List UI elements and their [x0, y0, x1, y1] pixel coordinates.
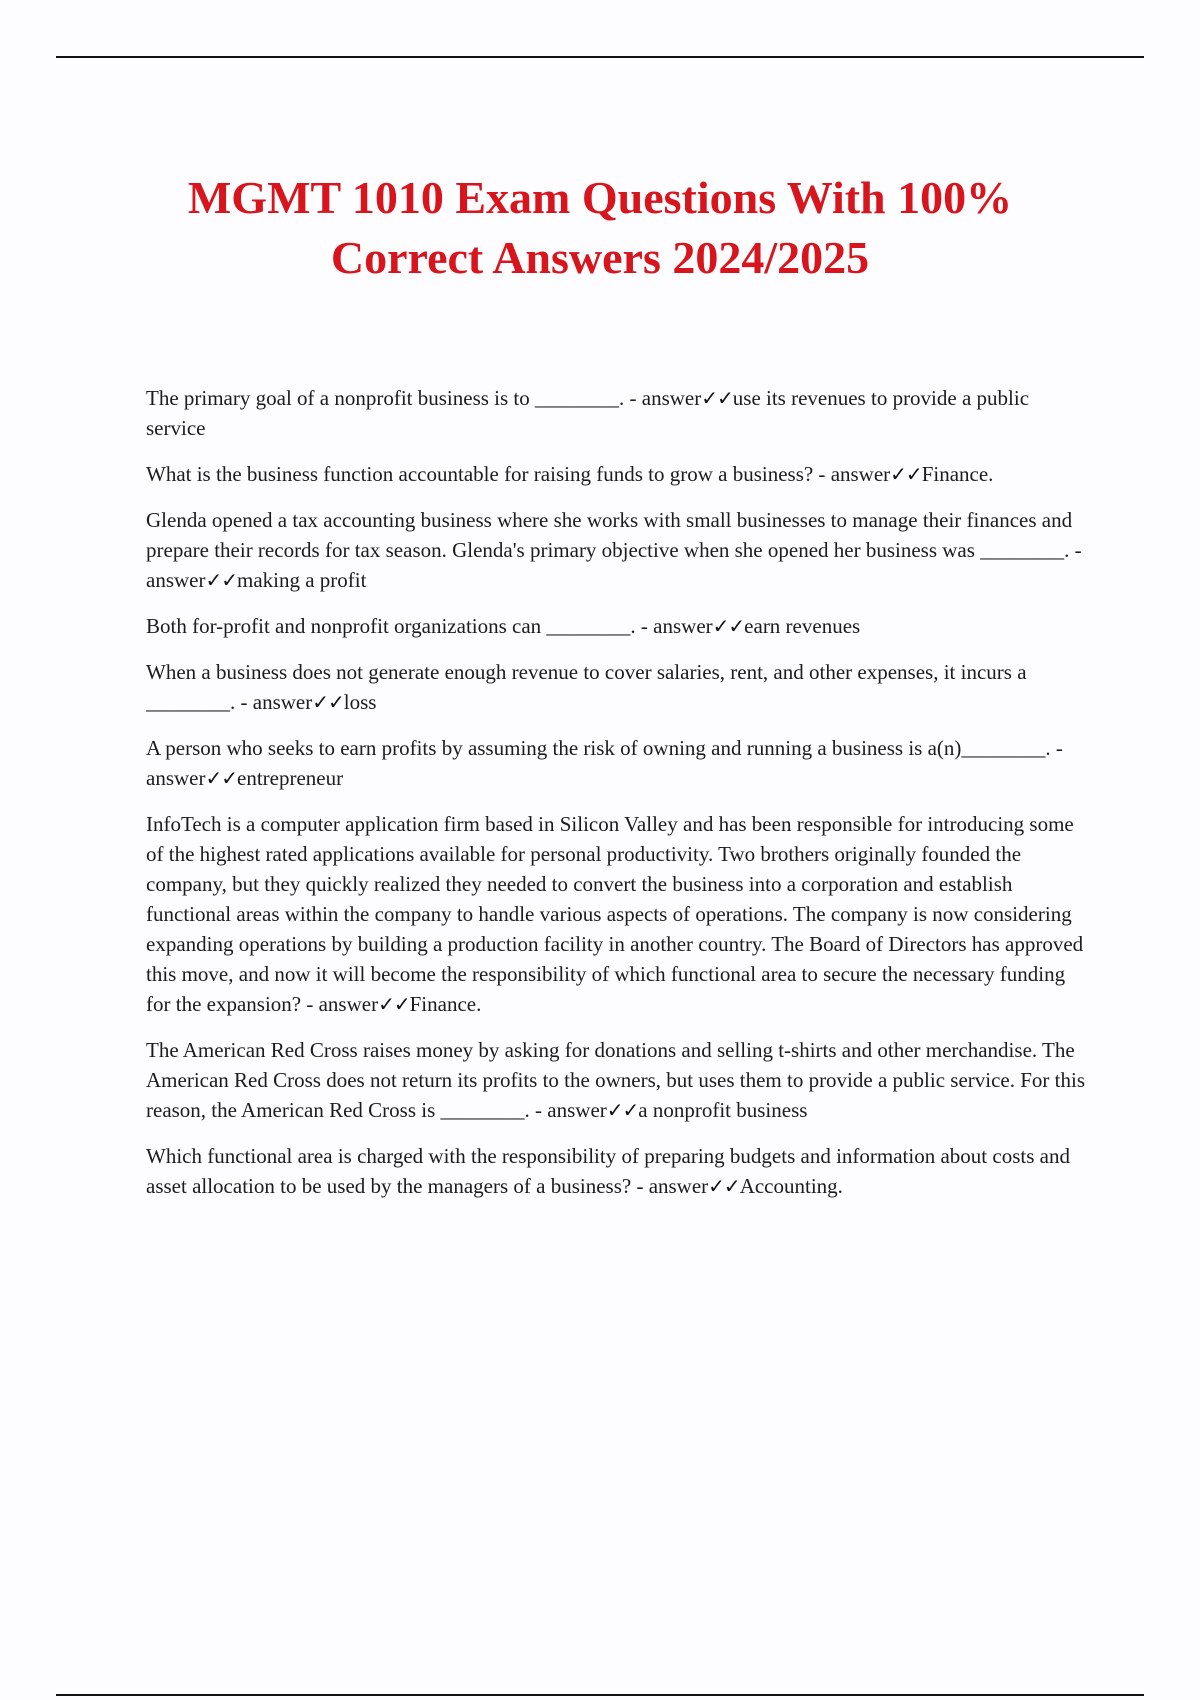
answer-text: making a profit: [237, 568, 367, 592]
question-text: The American Red Cross raises money by asking for donations and selling t-shirts and other merchandise. The American Red Cross does not return its profits to the owners, but uses them to provide a public service. For this reason, the American Red Cross is ________. -: [146, 1038, 1086, 1122]
double-check-icon: ✓✓: [708, 1174, 740, 1198]
question-text: A person who seeks to earn profits by assuming the risk of owning and running a business is a(n)________. -: [146, 736, 1063, 760]
answer-label: answer: [648, 1174, 709, 1198]
document-title: [0, 168, 1200, 288]
double-check-icon: ✓✓: [890, 462, 922, 486]
qa-item: [146, 611, 1086, 641]
answer-label: answer: [318, 992, 379, 1016]
question-text: What is the business function accountable for raising funds to grow a business? -: [146, 462, 831, 486]
question-text: InfoTech is a computer application firm based in Silicon Valley and has been responsible for introducing some of the highest rated applications available for personal productivity. Two brothers originally founded the company, but they quickly realized they needed to convert the business into a corporation and establish functional areas within the company to handle various aspects of operations. The company is now considering expanding operations by building a production facility in another country. The Board of Directors has approved this move, and now it will become the responsibility of which functional area to secure the necessary funding for the expansion? -: [146, 812, 1084, 1016]
question-list: [146, 383, 1086, 1217]
double-check-icon: ✓✓: [205, 568, 237, 592]
double-check-icon: ✓✓: [205, 766, 237, 790]
answer-label: answer: [146, 568, 206, 592]
title-line-2: Correct Answers 2024/2025: [330, 232, 870, 283]
answer-label: answer: [653, 614, 713, 638]
answer-text: use its revenues to provide a public service: [146, 386, 1030, 440]
question-text: Which functional area is charged with the responsibility of preparing budgets and information about costs and asset allocation to be used by the managers of a business? -: [146, 1144, 1070, 1198]
qa-item: [146, 657, 1086, 717]
double-check-icon: ✓✓: [606, 1098, 639, 1122]
question-text: Both for-profit and nonprofit organizations can ________. -: [146, 614, 654, 638]
title-line-1: MGMT 1010 Exam Questions With 100%: [187, 172, 1013, 223]
top-rule: [56, 56, 1144, 58]
answer-text: Finance.: [921, 462, 994, 486]
answer-text: entrepreneur: [237, 766, 344, 790]
double-check-icon: ✓✓: [312, 690, 344, 714]
question-text: Glenda opened a tax accounting business where she works with small businesses to manage their finances and prepare their records for tax season. Glenda's primary objective when she opened her business was ________. -: [146, 508, 1082, 562]
answer-label: answer: [252, 690, 313, 714]
qa-item: [146, 1035, 1086, 1125]
double-check-icon: ✓✓: [701, 386, 733, 410]
qa-item: [146, 505, 1086, 595]
answer-text: Finance.: [409, 992, 482, 1016]
double-check-icon: ✓✓: [378, 992, 410, 1016]
qa-item: [146, 733, 1086, 793]
answer-text: Accounting.: [739, 1174, 843, 1198]
question-text: The primary goal of a nonprofit business is to ________. -: [146, 386, 642, 410]
answer-text: loss: [343, 690, 377, 714]
answer-label: answer: [146, 766, 206, 790]
qa-item: [146, 809, 1086, 1019]
double-check-icon: ✓✓: [712, 614, 745, 638]
answer-label: answer: [641, 386, 702, 410]
question-text: When a business does not generate enough revenue to cover salaries, rent, and other expenses, it incurs a ________. -: [146, 660, 1027, 714]
answer-label: answer: [830, 462, 891, 486]
answer-label: answer: [547, 1098, 607, 1122]
qa-item: [146, 459, 1086, 489]
qa-item: [146, 383, 1086, 443]
answer-text: a nonprofit business: [638, 1098, 808, 1122]
bottom-rule: [56, 1694, 1144, 1696]
answer-text: earn revenues: [744, 614, 861, 638]
qa-item: [146, 1141, 1086, 1201]
